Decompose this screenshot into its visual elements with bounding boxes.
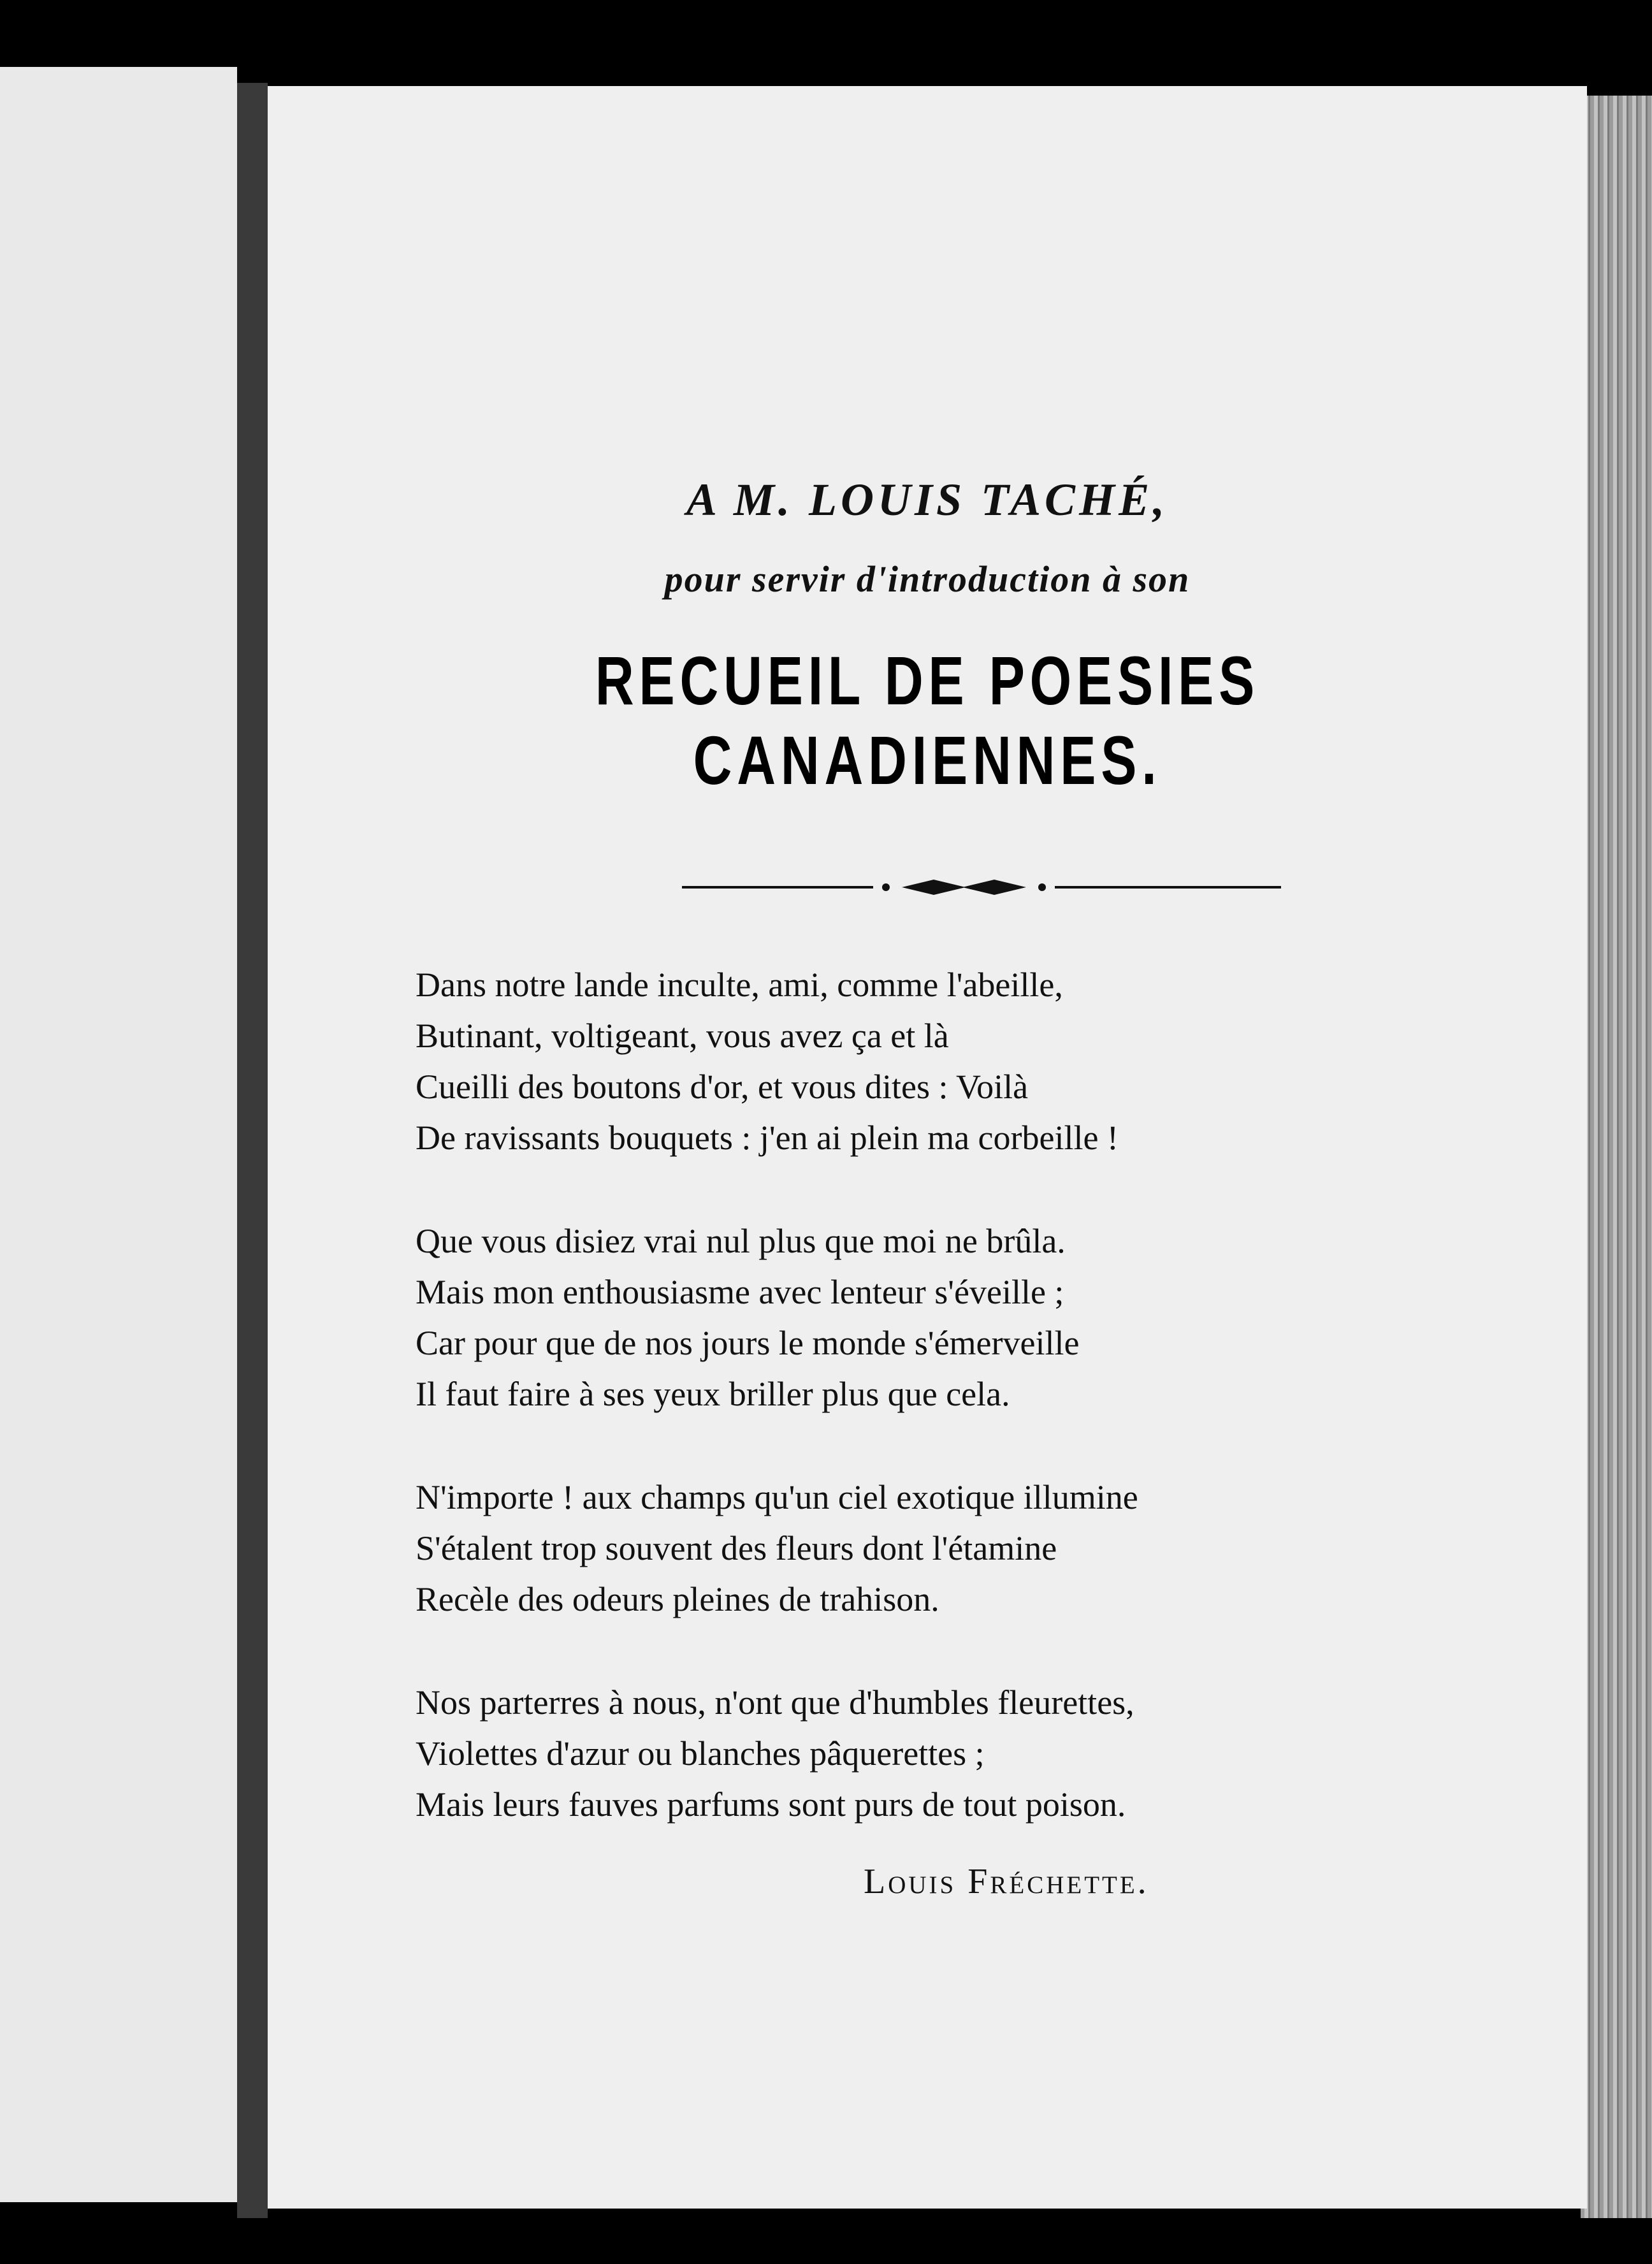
- poem-line: Butinant, voltigeant, vous avez ça et là: [416, 1017, 949, 1055]
- poem-line: Mais mon enthousiasme avec lenteur s'éveille ;: [416, 1273, 1064, 1311]
- collection-title: RECUEIL DE POESIES CANADIENNES.: [595, 642, 1260, 799]
- stanza-3: [416, 1472, 1372, 1625]
- book-page: [268, 86, 1587, 2209]
- author-signature: Louis Fréchette.: [864, 1862, 1149, 1901]
- poem-line: Que vous disiez vrai nul plus que moi ne brûla.: [416, 1222, 1066, 1260]
- poem-line: S'étalent trop souvent des fleurs dont l'étamine: [416, 1529, 1057, 1567]
- poem-line: Mais leurs fauves parfums sont purs de tout poison.: [416, 1785, 1126, 1824]
- poem-line: Il faut faire à ses yeux briller plus que cela.: [416, 1375, 1010, 1413]
- poem-line: N'importe ! aux champs qu'un ciel exotique illumine: [416, 1478, 1138, 1516]
- ornament-divider: [682, 873, 1281, 899]
- poem-line: Nos parterres à nous, n'ont que d'humbles fleurettes,: [416, 1683, 1134, 1722]
- poem-line: Dans notre lande inculte, ami, comme l'abeille,: [416, 966, 1063, 1004]
- stanza-2: [416, 1215, 1372, 1419]
- book-gutter: [237, 83, 268, 2218]
- poem-line: Cueilli des boutons d'or, et vous dites : Voilà: [416, 1068, 1029, 1106]
- poem-line: Recèle des odeurs pleines de trahison.: [416, 1580, 939, 1618]
- stanza-4: [416, 1677, 1372, 1830]
- purpose-line: pour servir d'introduction à son: [664, 558, 1191, 600]
- poem-line: Violettes d'azur ou blanches pâquerettes ;: [416, 1734, 985, 1773]
- poem-line: Car pour que de nos jours le monde s'émerveille: [416, 1324, 1080, 1362]
- facing-page: [0, 67, 237, 2202]
- page-edges: [1581, 96, 1652, 2218]
- poem-line: De ravissants bouquets : j'en ai plein ma corbeille !: [416, 1119, 1119, 1157]
- stanza-1: [416, 959, 1372, 1163]
- dedication-heading: A M. LOUIS TACHÉ,: [686, 474, 1169, 525]
- poem: [416, 959, 1372, 1882]
